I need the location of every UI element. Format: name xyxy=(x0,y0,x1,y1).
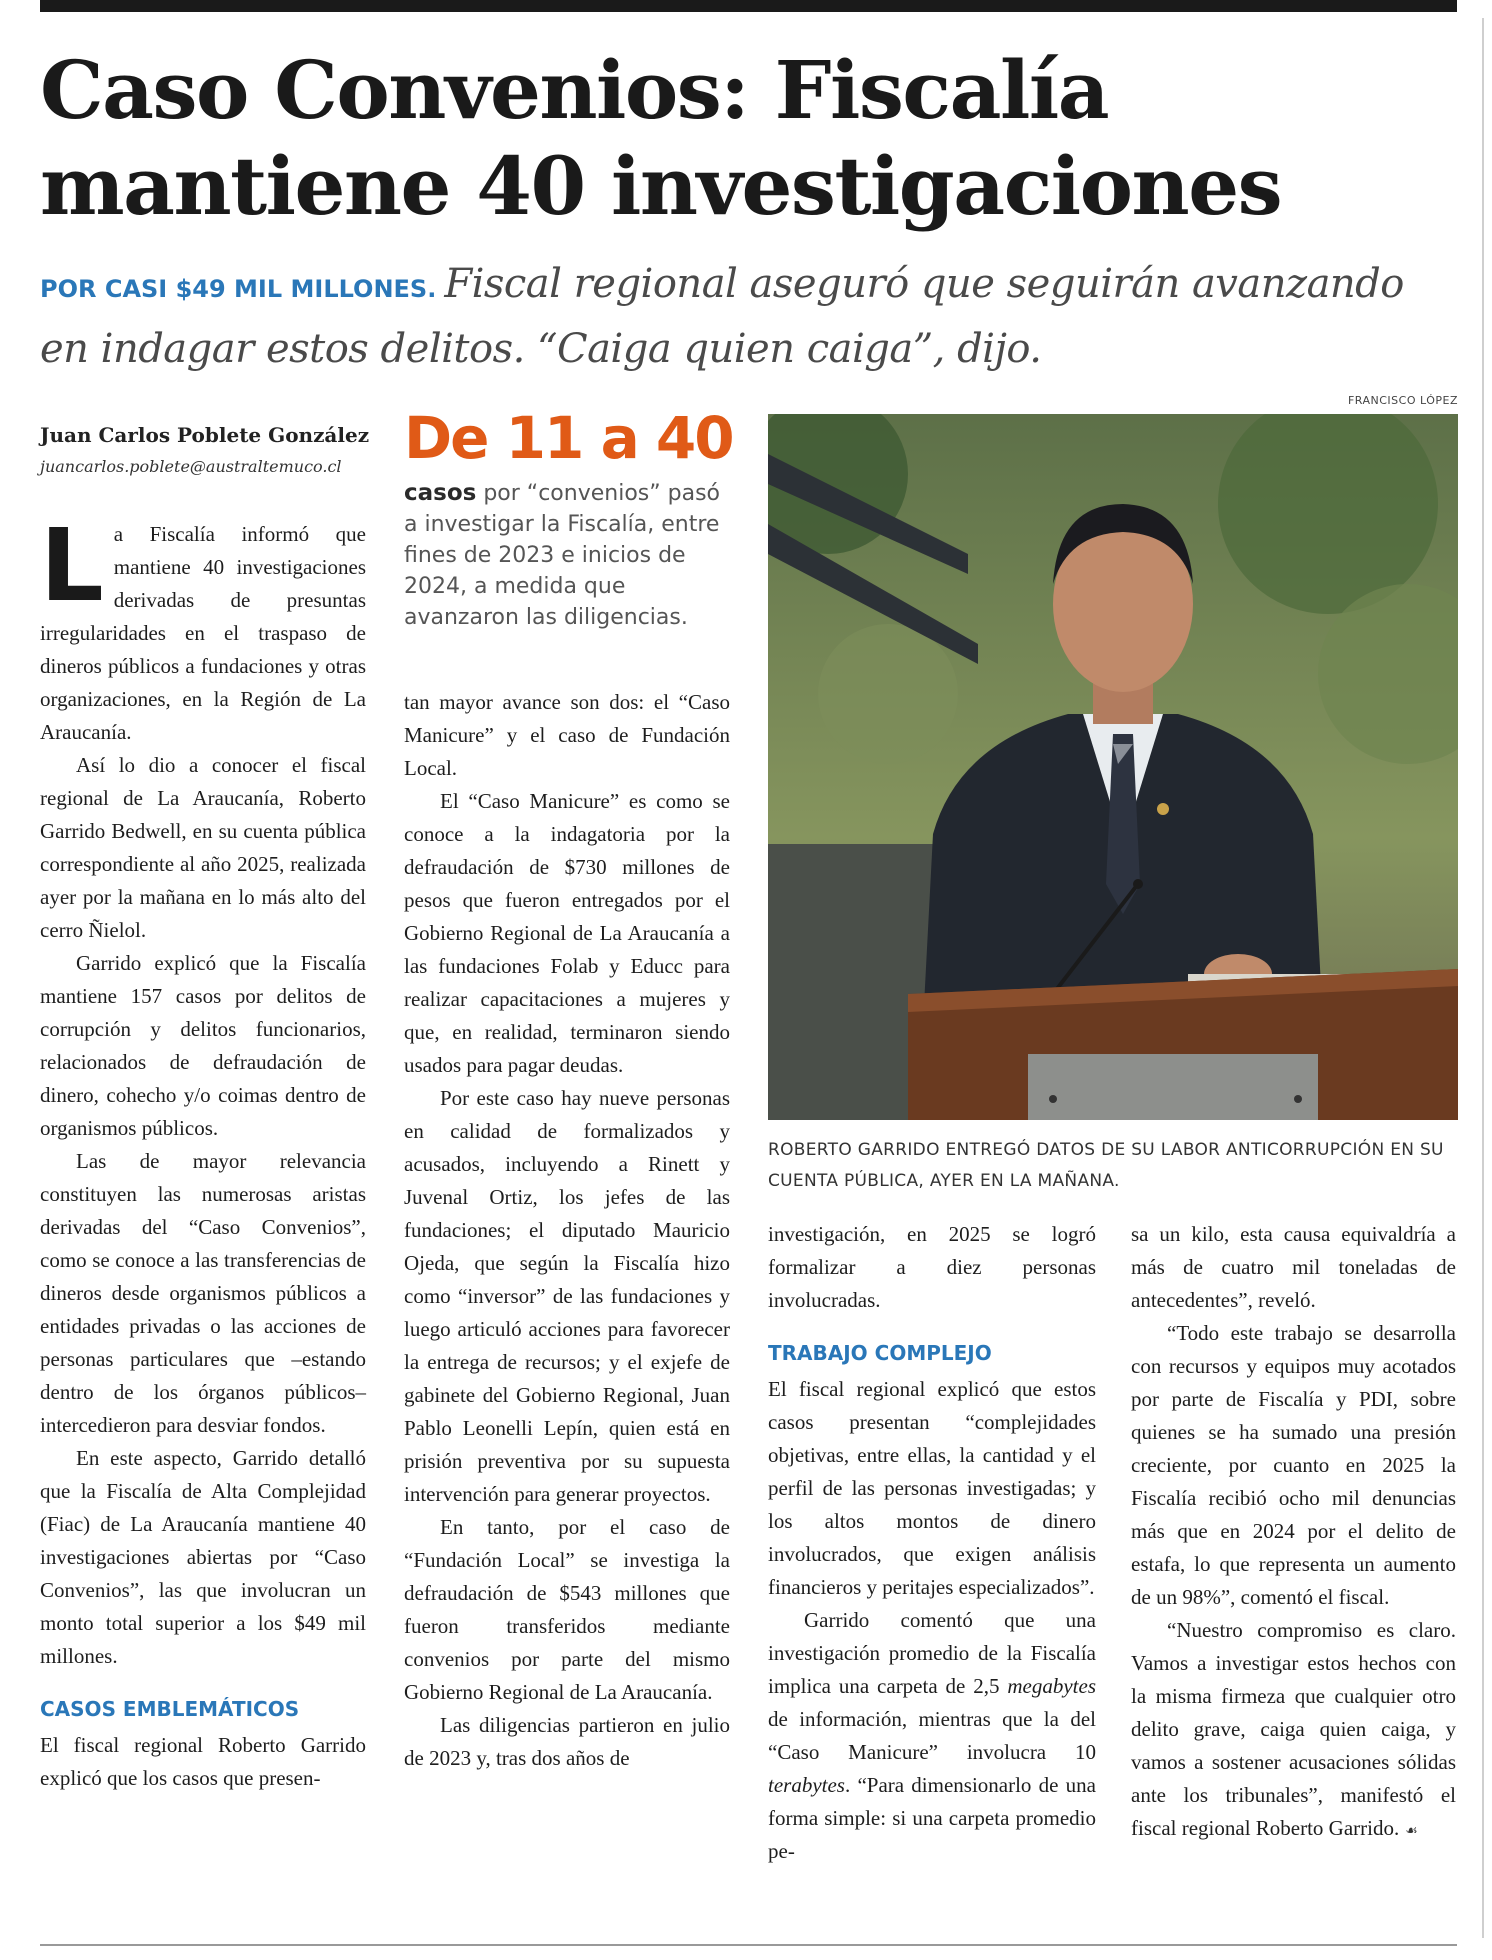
paragraph: El “Caso Manicure” es como se conoce a la indagatoria por la defraudación de $730 millones de pesos que fueron entregados por el Gobierno Regional de La Araucanía a las fundaciones Folab y Educc para realizar capacitaciones a mujeres y que, en realidad, terminaron siendo usados para pagar deudas. xyxy=(404,789,730,1077)
italic-term: megabytes xyxy=(1007,1674,1096,1698)
deck-kicker: POR CASI $49 MIL MILLONES. xyxy=(40,275,437,303)
callout-body: por “convenios” pasó a investigar la Fiscalía, entre fines de 2023 e inicios de 2024, a medida que avanzaron las diligencias. xyxy=(404,481,720,630)
subhead-trabajo-complejo: TRABAJO COMPLEJO xyxy=(768,1341,992,1365)
paragraph: El fiscal regional Roberto Garrido explicó que los casos que presen- xyxy=(40,1733,366,1790)
paragraph: “Todo este trabajo se desarrolla con recursos y equipos muy acotados por parte de Fiscalía y PDI, sobre quienes se ha sumado una presión creciente, por cuanto en 2025 la Fiscalía recibió ocho mil denuncias más que en 2024 por el delito de estafa, lo que representa un aumento de un 98%”, comentó el fiscal. xyxy=(1131,1321,1456,1609)
paragraph xyxy=(40,507,366,749)
article-column-3 xyxy=(768,1218,1096,1868)
paragraph: En este aspecto, Garrido detalló que la Fiscalía de Alta Complejidad (Fiac) de La Araucanía mantiene 40 investigaciones abiertas por “Caso Convenios”, las que involucran un monto total superior a los $49 mil millones. xyxy=(40,1446,366,1668)
article-column-4 xyxy=(1131,1218,1456,1848)
byline-name: Juan Carlos Poblete González xyxy=(40,423,370,447)
paragraph: investigación, en 2025 se logró formalizar a diez personas involucradas. xyxy=(768,1222,1096,1312)
drop-cap: L xyxy=(40,507,104,624)
callout-text xyxy=(404,478,734,633)
byline-email: juancarlos.poblete@australtemuco.cl xyxy=(40,457,342,476)
callout-lead: casos xyxy=(404,480,477,506)
callout-number: De 11 a 40 xyxy=(404,404,733,472)
top-rule xyxy=(40,0,1457,12)
article-column-2 xyxy=(404,686,730,1775)
italic-term: terabytes xyxy=(768,1773,845,1797)
right-rule xyxy=(1482,18,1484,1938)
deck xyxy=(40,254,1460,379)
speaker-photo xyxy=(768,414,1458,1120)
paragraph: sa un kilo, esta causa equivaldría a más de cuatro mil toneladas de antecedentes”, reveló. xyxy=(1131,1222,1456,1312)
headline: Caso Convenios: Fiscalía mantiene 40 investigaciones xyxy=(40,43,1282,233)
paragraph-text: . “Para dimensionarlo de una forma simple: si una carpeta promedio pe- xyxy=(768,1773,1096,1863)
speaker-photo-illustration xyxy=(768,414,1458,1120)
paragraph: Las diligencias partieron en julio de 2023 y, tras dos años de xyxy=(404,1713,730,1770)
paragraph xyxy=(768,1604,1096,1868)
paragraph: Garrido explicó que la Fiscalía mantiene 157 casos por delitos de corrupción y delitos funcionarios, relacionados de defraudación de dinero, cohecho y/o coimas dentro de organismos públicos. xyxy=(40,951,366,1140)
paragraph: tan mayor avance son dos: el “Caso Manicure” y el caso de Fundación Local. xyxy=(404,690,730,780)
paragraph: En tanto, por el caso de “Fundación Local” se investiga la defraudación de $543 millones que fueron transferidos mediante convenios por parte del mismo Gobierno Regional de La Araucanía. xyxy=(404,1515,730,1704)
paragraph: Las de mayor relevancia constituyen las numerosas aristas derivadas del “Caso Convenios”, como se conoce a las transferencias de dineros desde organismos públicos a entidades privadas o las acciones de personas particulares que –estando dentro de los órganos públicos– intercedieron para desviar fondos. xyxy=(40,1149,366,1437)
paragraph-text: Garrido comentó que una investigación promedio de la Fiscalía implica una carpeta de 2,5 xyxy=(768,1608,1096,1698)
paragraph xyxy=(1131,1614,1456,1848)
paragraph: El fiscal regional explicó que estos casos presentan “complejidades objetivas, entre ellas, la cantidad y el perfil de las personas investigadas; y los altos montos de dinero involucrados, que exigen análisis financieros y peritajes especializados”. xyxy=(768,1377,1096,1599)
photo-caption: ROBERTO GARRIDO ENTREGÓ DATOS DE SU LABOR ANTICORRUPCIÓN EN SU CUENTA PÚBLICA, AYER EN LA MAÑANA. xyxy=(768,1140,1444,1191)
paragraph-text: a Fiscalía informó que mantiene 40 investigaciones derivadas de presuntas irregularidades en el traspaso de dineros públicos a fundaciones y otras organizaciones, en la Región de La Araucanía. xyxy=(40,522,366,744)
end-mark-icon: ☙ xyxy=(1405,1823,1418,1839)
deck-text: Fiscal regional aseguró que seguirán avanzando en indagar estos delitos. “Caiga quien caiga”, dijo. xyxy=(40,261,1404,372)
paragraph: Por este caso hay nueve personas en calidad de formalizados y acusados, incluyendo a Rinett y Juvenal Ortiz, los jefes de las fundaciones; el diputado Mauricio Ojeda, que según la Fiscalía hizo como “inversor” de las fundaciones y luego articuló acciones para favorecer la entrega de recursos; y el exjefe de gabinete del Gobierno Regional, Juan Pablo Leonelli Lepín, quien está en prisión preventiva por su supuesta intervención para generar proyectos. xyxy=(404,1086,730,1506)
subhead-casos-emblematicos: CASOS EMBLEMÁTICOS xyxy=(40,1697,300,1721)
paragraph-text: “Nuestro compromiso es claro. Vamos a investigar estos hechos con la misma firmeza que cualquier otro delito grave, caiga quien caiga, y vamos a sostener acusaciones sólidas ante los tribunales”, manifestó el fiscal regional Roberto Garrido. xyxy=(1131,1618,1456,1840)
bottom-rule xyxy=(40,1944,1457,1946)
paragraph-text: de información, mientras que la del “Caso Manicure” involucra 10 xyxy=(768,1707,1096,1764)
paragraph: Así lo dio a conocer el fiscal regional de La Araucanía, Roberto Garrido Bedwell, en su cuenta pública correspondiente al año 2025, realizada ayer por la mañana en lo más alto del cerro Ñielol. xyxy=(40,753,366,942)
photo-credit: FRANCISCO LÓPEZ xyxy=(1347,394,1458,407)
article-column-1 xyxy=(40,507,366,1795)
